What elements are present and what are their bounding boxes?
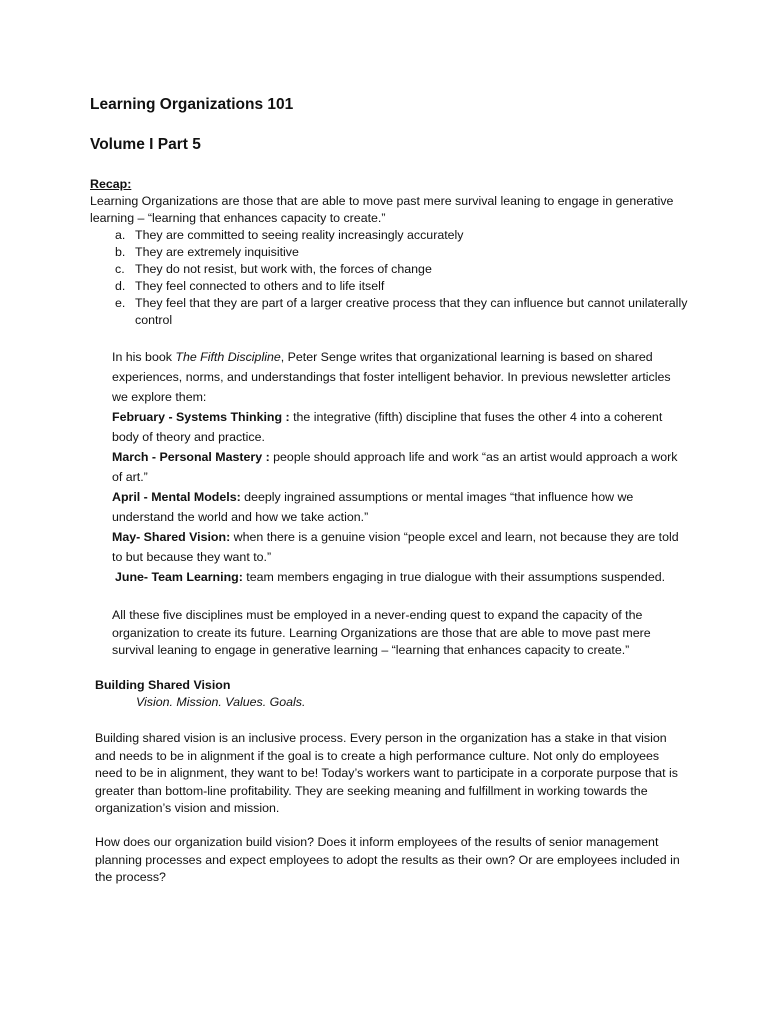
- senge-intro: [112, 347, 682, 407]
- discipline-text: the integrative (fifth) discipline that fuses the other 4 into a coherent body of theory and practice.: [112, 410, 663, 444]
- recap-item: [90, 295, 690, 329]
- recap-item: [90, 244, 690, 261]
- list-marker: a.: [115, 228, 126, 242]
- list-marker: c.: [115, 262, 125, 276]
- recap-item-text: They are committed to seeing reality increasingly accurately: [135, 228, 464, 242]
- discipline-label: February - Systems Thinking :: [112, 410, 290, 424]
- senge-intro-prefix: In his book: [112, 350, 176, 364]
- recap-heading: Recap:: [90, 177, 132, 191]
- discipline-text: team members engaging in true dialogue with their assumptions suspended.: [242, 570, 666, 584]
- discipline-text: when there is a genuine vision “people excel and learn, not because they are told to but because they want to.”: [112, 530, 679, 564]
- building-vision-heading: Building Shared Vision: [95, 678, 231, 692]
- organization-vision-question-paragraph: How does our organization build vision? Does it inform employees of the results of senior management planning processes and expect employees to adopt the results as their own? Or are employees included in the process?: [95, 835, 680, 884]
- discipline-label: June- Team Learning:: [115, 570, 243, 584]
- discipline-label: March - Personal Mastery :: [112, 450, 270, 464]
- discipline-text: people should approach life and work “as an artist would approach a work of art.”: [112, 450, 678, 484]
- list-marker: e.: [115, 296, 126, 310]
- senge-section: [112, 347, 682, 587]
- discipline-item: [112, 527, 682, 567]
- document-subtitle: Volume I Part 5: [90, 136, 201, 153]
- document-title: Learning Organizations 101: [90, 96, 294, 113]
- discipline-item: [112, 567, 682, 587]
- recap-item: [90, 278, 690, 295]
- discipline-label: May- Shared Vision:: [112, 530, 231, 544]
- discipline-text: deeply ingrained assumptions or mental images “that influence how we understand the world and how we take action.”: [112, 490, 634, 524]
- recap-section: [90, 176, 690, 329]
- discipline-item: [112, 407, 682, 447]
- recap-item-text: They do not resist, but work with, the forces of change: [135, 262, 432, 276]
- senge-intro-suffix: , Peter Senge writes that organizational learning is based on shared experiences, norms, and understandings that foster intelligent behavior. In previous newsletter articles we explore them:: [112, 350, 671, 404]
- recap-item: [90, 227, 690, 244]
- building-vision-subheading: Vision. Mission. Values. Goals.: [136, 695, 306, 709]
- book-title: The Fifth Discipline: [175, 350, 281, 364]
- recap-item: [90, 261, 690, 278]
- discipline-label: April - Mental Models:: [112, 490, 241, 504]
- list-marker: b.: [115, 245, 126, 259]
- discipline-item: [112, 447, 682, 487]
- recap-item-text: They are extremely inquisitive: [135, 245, 299, 259]
- discipline-item: [112, 487, 682, 527]
- recap-item-text: They feel connected to others and to life itself: [135, 279, 385, 293]
- recap-list: [90, 227, 690, 329]
- list-marker: d.: [115, 279, 126, 293]
- building-vision-paragraph: Building shared vision is an inclusive process. Every person in the organization has a stake in that vision and needs to be in alignment if the goal is to create a high performance culture. Not only do employees need to be in alignment, they want to be! Today’s workers want to participate in a corporate purpose that is greater than bottom-line profitability. They are seeking meaning and fulfillment in working towards the organization’s vision and mission.: [95, 731, 678, 815]
- recap-intro: Learning Organizations are those that are able to move past mere survival leaning to engage in generative learning – “learning that enhances capacity to create.”: [90, 194, 674, 225]
- recap-item-text: They feel that they are part of a larger creative process that they can influence but cannot unilaterally control: [135, 296, 688, 327]
- five-disciplines-paragraph: All these five disciplines must be employed in a never-ending quest to expand the capacity of the organization to create its future. Learning Organizations are those that are able to move past mere survival leaning to engage in generative learning – “learning that enhances capacity to create.”: [112, 608, 651, 657]
